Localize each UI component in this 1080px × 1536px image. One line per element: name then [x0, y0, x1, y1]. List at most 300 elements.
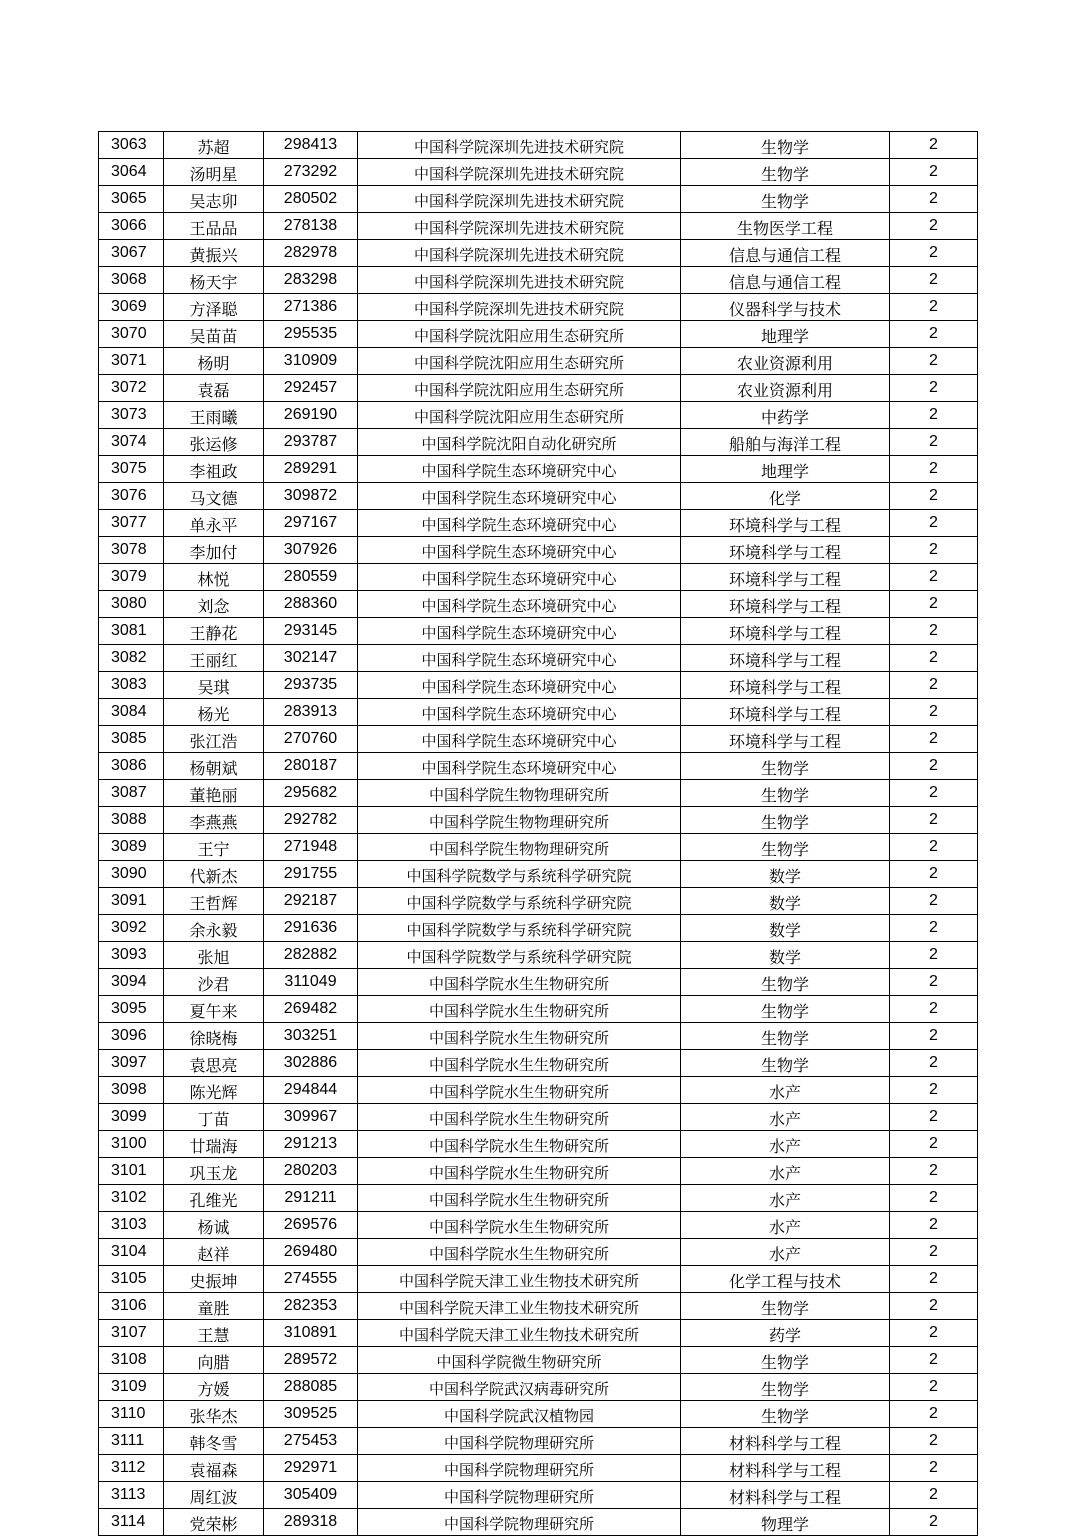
id-number-cell: 295535 [264, 321, 358, 348]
institute-cell: 中国科学院武汉病毒研究所 [358, 1374, 681, 1401]
count-cell: 2 [890, 1185, 978, 1212]
subject-cell: 生物学 [681, 807, 890, 834]
subject-cell: 船舶与海洋工程 [681, 429, 890, 456]
subject-cell: 生物学 [681, 1347, 890, 1374]
institute-cell: 中国科学院沈阳应用生态研究所 [358, 375, 681, 402]
name-cell: 王宁 [164, 834, 264, 861]
row-number-cell: 3096 [99, 1023, 164, 1050]
count-cell: 2 [890, 780, 978, 807]
subject-cell: 生物学 [681, 780, 890, 807]
subject-cell: 环境科学与工程 [681, 591, 890, 618]
institute-cell: 中国科学院物理研究所 [358, 1455, 681, 1482]
table-row [99, 726, 978, 753]
row-number-cell: 3099 [99, 1104, 164, 1131]
subject-cell: 化学工程与技术 [681, 1266, 890, 1293]
count-cell: 2 [890, 159, 978, 186]
institute-cell: 中国科学院数学与系统科学研究院 [358, 861, 681, 888]
institute-cell: 中国科学院生态环境研究中心 [358, 510, 681, 537]
table-row [99, 1293, 978, 1320]
row-number-cell: 3063 [99, 132, 164, 159]
count-cell: 2 [890, 537, 978, 564]
row-number-cell: 3114 [99, 1509, 164, 1536]
table-row [99, 645, 978, 672]
name-cell: 童胜 [164, 1293, 264, 1320]
count-cell: 2 [890, 132, 978, 159]
id-number-cell: 309967 [264, 1104, 358, 1131]
table-row [99, 942, 978, 969]
name-cell: 沙君 [164, 969, 264, 996]
count-cell: 2 [890, 726, 978, 753]
name-cell: 韩冬雪 [164, 1428, 264, 1455]
row-number-cell: 3072 [99, 375, 164, 402]
id-number-cell: 270760 [264, 726, 358, 753]
subject-cell: 生物学 [681, 834, 890, 861]
subject-cell: 环境科学与工程 [681, 699, 890, 726]
count-cell: 2 [890, 1050, 978, 1077]
id-number-cell: 288360 [264, 591, 358, 618]
row-number-cell: 3089 [99, 834, 164, 861]
row-number-cell: 3074 [99, 429, 164, 456]
name-cell: 杨朝斌 [164, 753, 264, 780]
row-number-cell: 3077 [99, 510, 164, 537]
table-row [99, 1023, 978, 1050]
id-number-cell: 309525 [264, 1401, 358, 1428]
id-number-cell: 295682 [264, 780, 358, 807]
name-cell: 苏超 [164, 132, 264, 159]
id-number-cell: 293145 [264, 618, 358, 645]
row-number-cell: 3112 [99, 1455, 164, 1482]
table-row [99, 321, 978, 348]
row-number-cell: 3103 [99, 1212, 164, 1239]
institute-cell: 中国科学院生态环境研究中心 [358, 564, 681, 591]
count-cell: 2 [890, 321, 978, 348]
institute-cell: 中国科学院生物物理研究所 [358, 780, 681, 807]
count-cell: 2 [890, 1428, 978, 1455]
table-row [99, 132, 978, 159]
count-cell: 2 [890, 1104, 978, 1131]
id-number-cell: 289572 [264, 1347, 358, 1374]
name-cell: 代新杰 [164, 861, 264, 888]
table-row [99, 1050, 978, 1077]
subject-cell: 生物学 [681, 159, 890, 186]
table-row [99, 294, 978, 321]
subject-cell: 水产 [681, 1077, 890, 1104]
institute-cell: 中国科学院沈阳应用生态研究所 [358, 348, 681, 375]
institute-cell: 中国科学院生态环境研究中心 [358, 672, 681, 699]
id-number-cell: 292782 [264, 807, 358, 834]
row-number-cell: 3108 [99, 1347, 164, 1374]
name-cell: 袁磊 [164, 375, 264, 402]
row-number-cell: 3098 [99, 1077, 164, 1104]
id-number-cell: 280203 [264, 1158, 358, 1185]
subject-cell: 材料科学与工程 [681, 1428, 890, 1455]
row-number-cell: 3076 [99, 483, 164, 510]
table-row [99, 591, 978, 618]
row-number-cell: 3101 [99, 1158, 164, 1185]
count-cell: 2 [890, 510, 978, 537]
count-cell: 2 [890, 1131, 978, 1158]
name-cell: 余永毅 [164, 915, 264, 942]
name-cell: 党荣彬 [164, 1509, 264, 1536]
subject-cell: 仪器科学与技术 [681, 294, 890, 321]
id-number-cell: 307926 [264, 537, 358, 564]
count-cell: 2 [890, 1293, 978, 1320]
subject-cell: 材料科学与工程 [681, 1455, 890, 1482]
institute-cell: 中国科学院数学与系统科学研究院 [358, 888, 681, 915]
count-cell: 2 [890, 267, 978, 294]
table-row [99, 213, 978, 240]
subject-cell: 数学 [681, 861, 890, 888]
id-number-cell: 289291 [264, 456, 358, 483]
institute-cell: 中国科学院生态环境研究中心 [358, 726, 681, 753]
id-number-cell: 283913 [264, 699, 358, 726]
table-row [99, 1131, 978, 1158]
name-cell: 王静花 [164, 618, 264, 645]
name-cell: 杨明 [164, 348, 264, 375]
table-row [99, 1374, 978, 1401]
name-cell: 赵祥 [164, 1239, 264, 1266]
row-number-cell: 3094 [99, 969, 164, 996]
table-row [99, 402, 978, 429]
subject-cell: 材料科学与工程 [681, 1482, 890, 1509]
name-cell: 杨光 [164, 699, 264, 726]
subject-cell: 中药学 [681, 402, 890, 429]
table-row [99, 159, 978, 186]
table-row [99, 1077, 978, 1104]
institute-cell: 中国科学院深圳先进技术研究院 [358, 267, 681, 294]
subject-cell: 农业资源利用 [681, 375, 890, 402]
institute-cell: 中国科学院生态环境研究中心 [358, 591, 681, 618]
count-cell: 2 [890, 861, 978, 888]
id-number-cell: 292187 [264, 888, 358, 915]
count-cell: 2 [890, 1455, 978, 1482]
name-cell: 杨天宇 [164, 267, 264, 294]
id-number-cell: 288085 [264, 1374, 358, 1401]
institute-cell: 中国科学院生物物理研究所 [358, 834, 681, 861]
name-cell: 丁苗 [164, 1104, 264, 1131]
count-cell: 2 [890, 618, 978, 645]
row-number-cell: 3085 [99, 726, 164, 753]
id-number-cell: 278138 [264, 213, 358, 240]
table-row [99, 186, 978, 213]
row-number-cell: 3110 [99, 1401, 164, 1428]
count-cell: 2 [890, 996, 978, 1023]
name-cell: 吴琪 [164, 672, 264, 699]
institute-cell: 中国科学院水生生物研究所 [358, 1104, 681, 1131]
institute-cell: 中国科学院生物物理研究所 [358, 807, 681, 834]
id-number-cell: 282882 [264, 942, 358, 969]
count-cell: 2 [890, 1320, 978, 1347]
id-number-cell: 298413 [264, 132, 358, 159]
name-cell: 汤明星 [164, 159, 264, 186]
table-row [99, 1482, 978, 1509]
id-number-cell: 294844 [264, 1077, 358, 1104]
name-cell: 夏午来 [164, 996, 264, 1023]
row-number-cell: 3073 [99, 402, 164, 429]
institute-cell: 中国科学院水生生物研究所 [358, 1077, 681, 1104]
institute-cell: 中国科学院深圳先进技术研究院 [358, 213, 681, 240]
name-cell: 史振坤 [164, 1266, 264, 1293]
name-cell: 王雨曦 [164, 402, 264, 429]
subject-cell: 生物学 [681, 996, 890, 1023]
subject-cell: 数学 [681, 915, 890, 942]
row-number-cell: 3093 [99, 942, 164, 969]
institute-cell: 中国科学院沈阳自动化研究所 [358, 429, 681, 456]
id-number-cell: 269480 [264, 1239, 358, 1266]
subject-cell: 生物学 [681, 1293, 890, 1320]
name-cell: 李祖政 [164, 456, 264, 483]
table-row [99, 1428, 978, 1455]
row-number-cell: 3097 [99, 1050, 164, 1077]
name-cell: 周红波 [164, 1482, 264, 1509]
name-cell: 方泽聪 [164, 294, 264, 321]
count-cell: 2 [890, 969, 978, 996]
table-row [99, 807, 978, 834]
records-table [98, 131, 978, 1536]
table-row [99, 1455, 978, 1482]
table-row [99, 834, 978, 861]
id-number-cell: 291211 [264, 1185, 358, 1212]
subject-cell: 生物学 [681, 186, 890, 213]
subject-cell: 环境科学与工程 [681, 564, 890, 591]
name-cell: 李加付 [164, 537, 264, 564]
id-number-cell: 310909 [264, 348, 358, 375]
count-cell: 2 [890, 1509, 978, 1536]
subject-cell: 数学 [681, 942, 890, 969]
row-number-cell: 3075 [99, 456, 164, 483]
institute-cell: 中国科学院天津工业生物技术研究所 [358, 1320, 681, 1347]
id-number-cell: 271948 [264, 834, 358, 861]
count-cell: 2 [890, 1158, 978, 1185]
institute-cell: 中国科学院生态环境研究中心 [358, 456, 681, 483]
id-number-cell: 280187 [264, 753, 358, 780]
row-number-cell: 3092 [99, 915, 164, 942]
count-cell: 2 [890, 591, 978, 618]
count-cell: 2 [890, 564, 978, 591]
id-number-cell: 280559 [264, 564, 358, 591]
table-row [99, 375, 978, 402]
name-cell: 刘念 [164, 591, 264, 618]
row-number-cell: 3102 [99, 1185, 164, 1212]
institute-cell: 中国科学院生态环境研究中心 [358, 699, 681, 726]
name-cell: 单永平 [164, 510, 264, 537]
id-number-cell: 275453 [264, 1428, 358, 1455]
subject-cell: 生物学 [681, 1050, 890, 1077]
table-row [99, 1185, 978, 1212]
name-cell: 张运修 [164, 429, 264, 456]
table-row [99, 915, 978, 942]
count-cell: 2 [890, 807, 978, 834]
row-number-cell: 3064 [99, 159, 164, 186]
institute-cell: 中国科学院沈阳应用生态研究所 [358, 321, 681, 348]
count-cell: 2 [890, 888, 978, 915]
id-number-cell: 309872 [264, 483, 358, 510]
count-cell: 2 [890, 1023, 978, 1050]
name-cell: 陈光辉 [164, 1077, 264, 1104]
institute-cell: 中国科学院天津工业生物技术研究所 [358, 1293, 681, 1320]
id-number-cell: 293787 [264, 429, 358, 456]
id-number-cell: 291213 [264, 1131, 358, 1158]
institute-cell: 中国科学院武汉植物园 [358, 1401, 681, 1428]
name-cell: 袁福森 [164, 1455, 264, 1482]
subject-cell: 生物学 [681, 1401, 890, 1428]
row-number-cell: 3084 [99, 699, 164, 726]
id-number-cell: 292971 [264, 1455, 358, 1482]
count-cell: 2 [890, 1077, 978, 1104]
count-cell: 2 [890, 753, 978, 780]
institute-cell: 中国科学院数学与系统科学研究院 [358, 942, 681, 969]
count-cell: 2 [890, 483, 978, 510]
subject-cell: 地理学 [681, 321, 890, 348]
id-number-cell: 289318 [264, 1509, 358, 1536]
row-number-cell: 3095 [99, 996, 164, 1023]
subject-cell: 环境科学与工程 [681, 510, 890, 537]
records-table-body [99, 132, 978, 1536]
row-number-cell: 3066 [99, 213, 164, 240]
subject-cell: 生物学 [681, 1023, 890, 1050]
institute-cell: 中国科学院深圳先进技术研究院 [358, 132, 681, 159]
table-row [99, 861, 978, 888]
id-number-cell: 311049 [264, 969, 358, 996]
row-number-cell: 3091 [99, 888, 164, 915]
table-row [99, 240, 978, 267]
institute-cell: 中国科学院水生生物研究所 [358, 969, 681, 996]
subject-cell: 生物学 [681, 1374, 890, 1401]
institute-cell: 中国科学院深圳先进技术研究院 [358, 294, 681, 321]
subject-cell: 水产 [681, 1131, 890, 1158]
table-row [99, 1401, 978, 1428]
count-cell: 2 [890, 348, 978, 375]
row-number-cell: 3107 [99, 1320, 164, 1347]
row-number-cell: 3113 [99, 1482, 164, 1509]
table-row [99, 1266, 978, 1293]
subject-cell: 药学 [681, 1320, 890, 1347]
subject-cell: 环境科学与工程 [681, 672, 890, 699]
subject-cell: 环境科学与工程 [681, 726, 890, 753]
institute-cell: 中国科学院水生生物研究所 [358, 996, 681, 1023]
name-cell: 孔维光 [164, 1185, 264, 1212]
name-cell: 王丽红 [164, 645, 264, 672]
row-number-cell: 3065 [99, 186, 164, 213]
id-number-cell: 303251 [264, 1023, 358, 1050]
name-cell: 董艳丽 [164, 780, 264, 807]
count-cell: 2 [890, 672, 978, 699]
institute-cell: 中国科学院水生生物研究所 [358, 1050, 681, 1077]
id-number-cell: 271386 [264, 294, 358, 321]
count-cell: 2 [890, 240, 978, 267]
id-number-cell: 282978 [264, 240, 358, 267]
subject-cell: 环境科学与工程 [681, 537, 890, 564]
institute-cell: 中国科学院生态环境研究中心 [358, 618, 681, 645]
table-row [99, 429, 978, 456]
institute-cell: 中国科学院深圳先进技术研究院 [358, 159, 681, 186]
institute-cell: 中国科学院生态环境研究中心 [358, 645, 681, 672]
table-row [99, 267, 978, 294]
table-row [99, 456, 978, 483]
subject-cell: 化学 [681, 483, 890, 510]
row-number-cell: 3068 [99, 267, 164, 294]
id-number-cell: 280502 [264, 186, 358, 213]
name-cell: 廿瑞海 [164, 1131, 264, 1158]
name-cell: 徐晓梅 [164, 1023, 264, 1050]
subject-cell: 信息与通信工程 [681, 267, 890, 294]
count-cell: 2 [890, 834, 978, 861]
id-number-cell: 282353 [264, 1293, 358, 1320]
row-number-cell: 3069 [99, 294, 164, 321]
name-cell: 杨诚 [164, 1212, 264, 1239]
id-number-cell: 274555 [264, 1266, 358, 1293]
institute-cell: 中国科学院沈阳应用生态研究所 [358, 402, 681, 429]
row-number-cell: 3070 [99, 321, 164, 348]
count-cell: 2 [890, 294, 978, 321]
subject-cell: 水产 [681, 1185, 890, 1212]
count-cell: 2 [890, 645, 978, 672]
table-row [99, 996, 978, 1023]
subject-cell: 水产 [681, 1158, 890, 1185]
institute-cell: 中国科学院水生生物研究所 [358, 1185, 681, 1212]
table-row [99, 510, 978, 537]
subject-cell: 生物医学工程 [681, 213, 890, 240]
institute-cell: 中国科学院水生生物研究所 [358, 1158, 681, 1185]
row-number-cell: 3104 [99, 1239, 164, 1266]
id-number-cell: 297167 [264, 510, 358, 537]
institute-cell: 中国科学院水生生物研究所 [358, 1239, 681, 1266]
name-cell: 方媛 [164, 1374, 264, 1401]
id-number-cell: 305409 [264, 1482, 358, 1509]
table-row [99, 564, 978, 591]
subject-cell: 环境科学与工程 [681, 645, 890, 672]
row-number-cell: 3090 [99, 861, 164, 888]
subject-cell: 生物学 [681, 969, 890, 996]
name-cell: 张旭 [164, 942, 264, 969]
name-cell: 张华杰 [164, 1401, 264, 1428]
table-row [99, 969, 978, 996]
institute-cell: 中国科学院水生生物研究所 [358, 1212, 681, 1239]
count-cell: 2 [890, 1239, 978, 1266]
institute-cell: 中国科学院生态环境研究中心 [358, 753, 681, 780]
count-cell: 2 [890, 402, 978, 429]
table-row [99, 888, 978, 915]
table-row [99, 1104, 978, 1131]
table-row [99, 1320, 978, 1347]
count-cell: 2 [890, 1212, 978, 1239]
subject-cell: 物理学 [681, 1509, 890, 1536]
institute-cell: 中国科学院生态环境研究中心 [358, 537, 681, 564]
subject-cell: 水产 [681, 1239, 890, 1266]
id-number-cell: 302886 [264, 1050, 358, 1077]
count-cell: 2 [890, 1374, 978, 1401]
row-number-cell: 3079 [99, 564, 164, 591]
count-cell: 2 [890, 915, 978, 942]
count-cell: 2 [890, 456, 978, 483]
id-number-cell: 291636 [264, 915, 358, 942]
name-cell: 袁思亮 [164, 1050, 264, 1077]
count-cell: 2 [890, 1347, 978, 1374]
subject-cell: 环境科学与工程 [681, 618, 890, 645]
table-row [99, 699, 978, 726]
institute-cell: 中国科学院物理研究所 [358, 1482, 681, 1509]
institute-cell: 中国科学院水生生物研究所 [358, 1131, 681, 1158]
subject-cell: 水产 [681, 1104, 890, 1131]
institute-cell: 中国科学院生态环境研究中心 [358, 483, 681, 510]
table-row [99, 1509, 978, 1536]
name-cell: 李燕燕 [164, 807, 264, 834]
id-number-cell: 269576 [264, 1212, 358, 1239]
row-number-cell: 3088 [99, 807, 164, 834]
name-cell: 巩玉龙 [164, 1158, 264, 1185]
institute-cell: 中国科学院物理研究所 [358, 1428, 681, 1455]
name-cell: 吴志卯 [164, 186, 264, 213]
